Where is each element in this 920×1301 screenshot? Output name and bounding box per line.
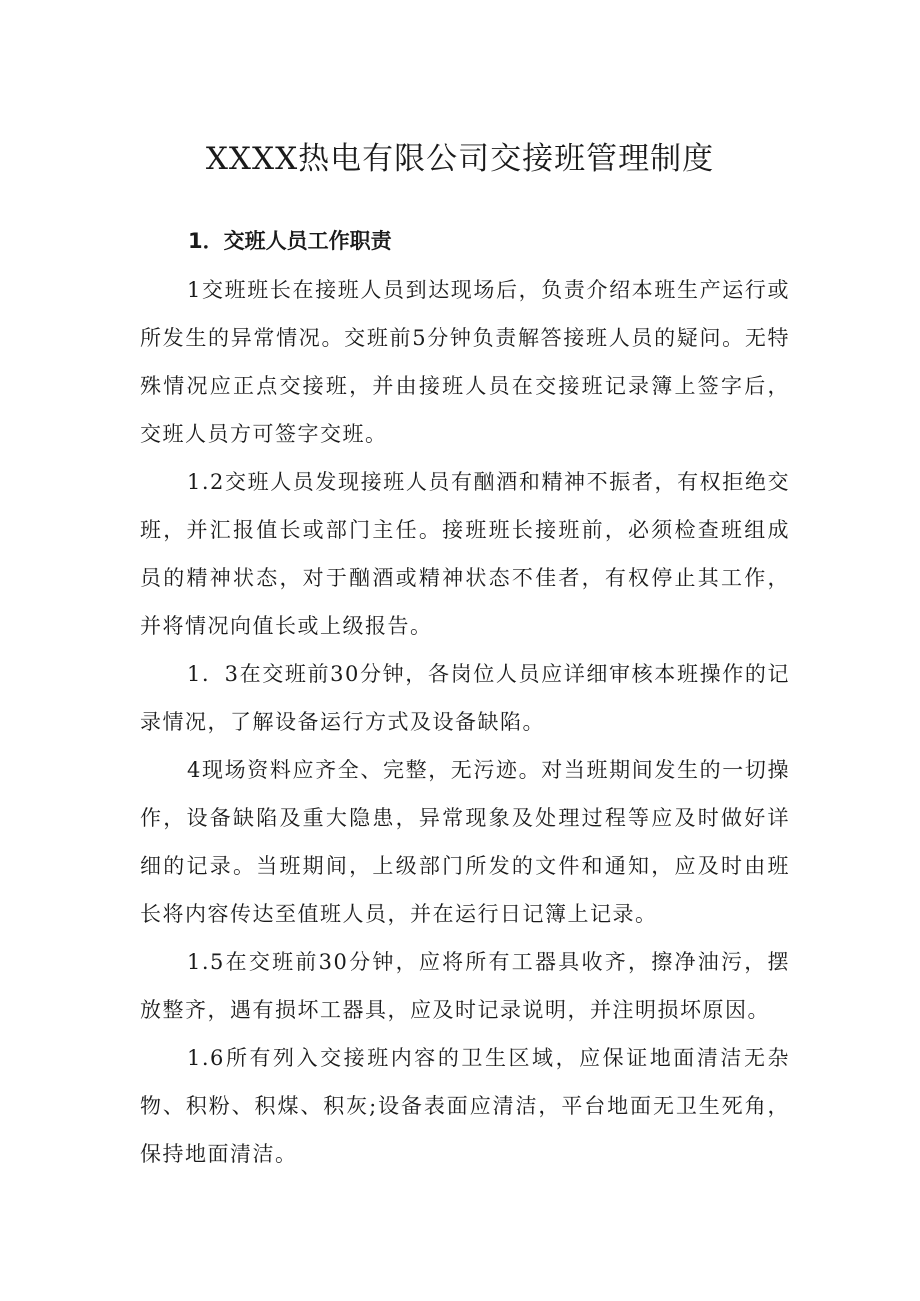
paragraph-1-1: 1交班班长在接班人员到达现场后，负责介绍本班生产运行或所发生的异常情况。交班前5分钟负责解答接班人员的疑问。无特殊情况应正点交接班，并由接班人员在交接班记录簿上签字后，交班人员方可签字交班。: [140, 278, 790, 446]
section-heading: 1．交班人员工作职责: [188, 229, 392, 253]
paragraph-1-6: 1.6所有列入交接班内容的卫生区域，应保证地面清洁无杂物、积粉、积煤、积灰;设备表面应清洁，平台地面无卫生死角，保持地面清洁。: [140, 1046, 790, 1166]
paragraph-1-4: 4现场资料应齐全、完整，无污迹。对当班期间发生的一切操作，设备缺陷及重大隐患，异常现象及处理过程等应及时做好详细的记录。当班期间，上级部门所发的文件和通知，应及时由班长将内容传达至值班人员，并在运行日记簿上记录。: [140, 758, 790, 926]
document-title: XXXX热电有限公司交接班管理制度: [205, 140, 715, 177]
paragraph-1-5: 1.5在交班前30分钟，应将所有工器具收齐，擦净油污，摆放整齐，遇有损坏工器具，应及时记录说明，并注明损坏原因。: [140, 950, 790, 1022]
paragraph-1-3: 1．3在交班前30分钟，各岗位人员应详细审核本班操作的记录情况，了解设备运行方式及设备缺陷。: [140, 662, 790, 734]
paragraph-1-2: 1.2交班人员发现接班人员有酗酒和精神不振者，有权拒绝交班，并汇报值长或部门主任。接班班长接班前，必须检查班组成员的精神状态，对于酗酒或精神状态不佳者，有权停止其工作，并将情况向值长或上级报告。: [140, 470, 790, 638]
